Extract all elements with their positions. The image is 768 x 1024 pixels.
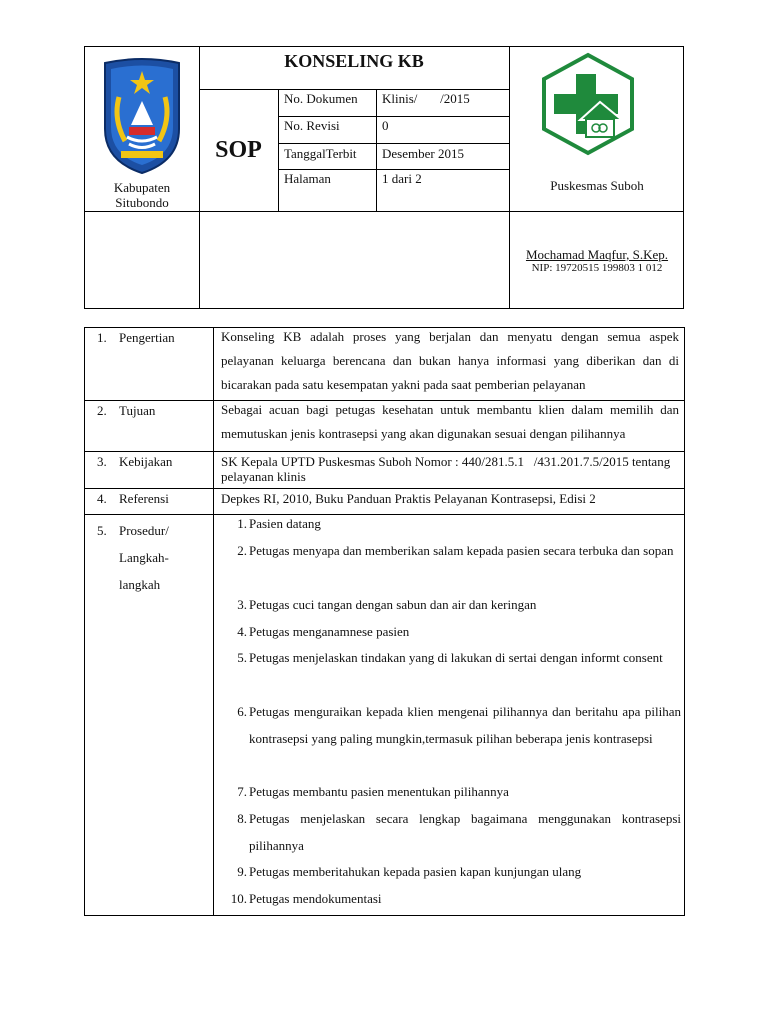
section-title-line1: Prosedur/ xyxy=(119,523,169,538)
section-label-referensi xyxy=(85,491,213,507)
step-text: Petugas menjelaskan secara lengkap bagaimana menggunakan kontrasepsi pilihannya xyxy=(249,811,681,853)
sop-label: SOP xyxy=(215,136,262,163)
step-text: Petugas menjelaskan tindakan yang di lakukan di sertai dengan informt consent xyxy=(249,650,663,665)
section-label-prosedur xyxy=(85,517,213,598)
step-number: 10. xyxy=(230,891,247,906)
procedure-step xyxy=(225,510,681,537)
section-text-tujuan: Sebagai acuan bagi petugas kesehatan untuk membantu klien dalam memilih dan memutuskan jenis kontrasepsi yang akan digunakan sesuai dengan pilihannya xyxy=(221,402,679,441)
section-title: Pengertian xyxy=(119,330,175,345)
section-number: 3. xyxy=(97,454,107,469)
procedure-step xyxy=(225,778,681,805)
section-title: Referensi xyxy=(119,491,169,506)
field-label-tanggal-terbit: TanggalTerbit xyxy=(284,146,357,161)
section-number: 2. xyxy=(97,403,107,418)
section-label-pengertian xyxy=(85,330,213,346)
step-number: 5. xyxy=(237,650,247,665)
procedure-step xyxy=(225,858,681,885)
step-number: 4. xyxy=(237,624,247,639)
section-title: Tujuan xyxy=(119,403,156,418)
step-text: Petugas menguraikan kepada klien mengenai pilihannya dan beritahu apa pilihan kontrasepsi yang paling mungkin,termasuk pilihan beberapa jenis kontrasepsi xyxy=(249,704,681,746)
section-text-kebijakan: SK Kepala UPTD Puskesmas Suboh Nomor : 440/281.5.1 /431.201.7.5/2015 tentang pelayanan klinis xyxy=(221,454,674,484)
step-number: 8. xyxy=(237,811,247,826)
procedure-step xyxy=(225,644,681,671)
field-value-no-revisi: 0 xyxy=(382,118,389,133)
step-text: Petugas menganamnese pasien xyxy=(249,624,410,639)
step-text: Petugas memberitahukan kepada pasien kapan kunjungan ulang xyxy=(249,864,582,879)
field-value-no-dokumen: Klinis/ /2015 xyxy=(382,91,470,106)
step-number: 2. xyxy=(237,543,247,558)
step-text: Pasien datang xyxy=(249,516,321,531)
procedure-step xyxy=(225,805,681,859)
sop-header-table xyxy=(84,46,684,309)
divider xyxy=(85,488,684,489)
section-text-pengertian: Konseling KB adalah proses yang berjalan dan menyatu dengan semua aspek pelayanan keluarga berencana dan bukan hanya informasi yang diberikan dan di bicarakan pada satu kesempatan yakni pada saat pemberian pelayanan xyxy=(221,329,679,392)
step-number: 3. xyxy=(237,597,247,612)
kabupaten-caption-line2: Situbondo xyxy=(115,195,169,210)
procedure-step xyxy=(225,885,681,912)
signer-nip: NIP: 19720515 199803 1 012 xyxy=(531,262,663,274)
divider xyxy=(278,116,509,117)
section-number: 1. xyxy=(97,330,107,345)
field-label-no-dokumen: No. Dokumen xyxy=(284,91,358,106)
section-title: Kebijakan xyxy=(119,454,173,469)
kabupaten-situbondo-crest-icon xyxy=(99,57,185,177)
puskesmas-logo-icon xyxy=(540,52,636,156)
divider xyxy=(278,143,509,144)
procedure-step xyxy=(225,591,681,618)
step-text: Petugas cuci tangan dengan sabun dan air dan keringan xyxy=(249,597,537,612)
step-number: 6. xyxy=(237,704,247,719)
field-label-no-revisi: No. Revisi xyxy=(284,118,340,133)
section-number: 5. xyxy=(97,523,107,538)
procedure-step xyxy=(225,698,681,752)
procedure-step xyxy=(225,618,681,645)
document-title: KONSELING KB xyxy=(284,51,424,71)
step-text: Petugas membantu pasien menentukan pilihannya xyxy=(249,784,509,799)
field-value-halaman: 1 dari 2 xyxy=(382,171,422,186)
signer-name: Mochamad Maqfur, S.Kep. xyxy=(525,247,669,262)
section-label-kebijakan xyxy=(85,454,213,470)
kabupaten-caption xyxy=(85,180,199,210)
step-number: 7. xyxy=(237,784,247,799)
section-title-line2: Langkah- xyxy=(119,550,169,565)
kabupaten-caption-line1: Kabupaten xyxy=(113,180,171,195)
field-label-halaman: Halaman xyxy=(284,171,331,186)
field-value-tanggal-terbit: Desember 2015 xyxy=(382,146,464,161)
divider xyxy=(85,211,683,212)
divider xyxy=(213,328,214,915)
section-label-tujuan xyxy=(85,403,213,419)
step-number: 9. xyxy=(237,864,247,879)
sop-content-table xyxy=(84,327,685,916)
procedure-step xyxy=(225,537,681,564)
puskesmas-caption: Puskesmas Suboh xyxy=(550,178,644,193)
section-text-referensi: Depkes RI, 2010, Buku Panduan Praktis Pelayanan Kontrasepsi, Edisi 2 xyxy=(221,491,596,506)
step-text: Petugas mendokumentasi xyxy=(249,891,382,906)
section-number: 4. xyxy=(97,491,107,506)
divider xyxy=(278,169,509,170)
section-title-line3: langkah xyxy=(119,577,161,592)
step-number: 1. xyxy=(237,516,247,531)
divider xyxy=(85,451,684,452)
step-text: Petugas menyapa dan memberikan salam kepada pasien secara terbuka dan sopan xyxy=(249,543,674,558)
